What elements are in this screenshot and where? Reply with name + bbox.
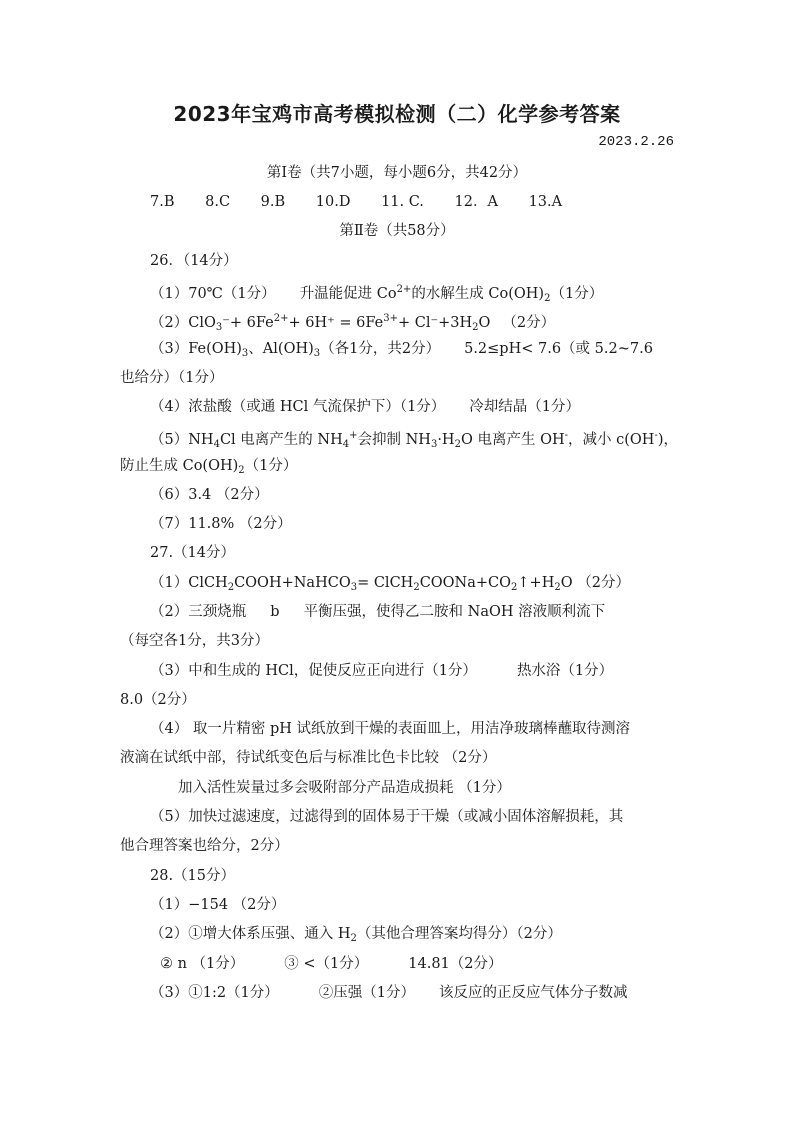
q27-line-4-cont: 液滴在试纸中部，待试纸变色后与标准比色卡比较 （2分） [120, 750, 497, 766]
q27-line-5: （5）加快过滤速度，过滤得到的固体易于干燥（或减小固体溶解损耗，其 [150, 809, 624, 825]
answer-10: 10.D [315, 194, 351, 210]
answer-12: 12．A [454, 194, 498, 210]
q26-heading: 26．（14分） [150, 253, 238, 269]
q26-line-5: $(5)NH_4Cl$ 电离产生的 $NH_4^+$会抑制 $NH_3\cdot H_2O$ 电离产生 OH-，减小 c(OH-)， [150, 430, 678, 450]
answer-11: 11. C. [381, 194, 424, 210]
q28-line-2: （2）①增大体系压强、通入 $H_2$（其他合理答案均得分）（2分） [150, 926, 562, 944]
page-title: 2023年宝鸡市高考模拟检测（二）化学参考答案 [173, 102, 621, 126]
q27-line-5-cont: 他合理答案也给分，2分） [120, 838, 289, 854]
q27-line-4-note: 加入活性炭量过多会吸附部分产品造成损耗 （1分） [178, 780, 511, 796]
answer-8: 8.C [205, 194, 231, 210]
part2-heading: 第Ⅱ卷（共58分） [339, 223, 455, 239]
part1-heading: 第Ⅰ卷（共7小题，每小题6分，共42分） [266, 165, 528, 181]
q27-line-2: （2）三颈烧瓶 b 平衡压强，使得乙二胺和 NaOH 溶液顺利流下 [150, 604, 606, 620]
q28-line-1: （1）−154 （2分） [150, 897, 286, 913]
q26-line-4: （4）浓盐酸（或通 HCl 气流保护下）（1分） 冷却结晶（1分） [150, 399, 581, 415]
answer-7: 7.B [150, 194, 175, 210]
q26-line-3: $(3)Fe(OH)_3$、$Al(OH)_3$（各1分，共2分） 5.2≤pH< 7.6（或 5.2~7.6 [150, 341, 653, 359]
q28-heading: 28.（15分） [150, 868, 236, 884]
q26-line-1: （1）70℃（1分） 升温能促进 $Co^{2+}$的水解生成 $Co(OH)_2(1$分） [150, 284, 604, 304]
q26-line-5-cont: 防止生成 $Co(OH)_2(1$分） [120, 458, 298, 476]
q27-heading: 27.（14分） [150, 545, 236, 561]
answer-13: 13.A [528, 194, 563, 210]
q27-line-3-cont: 8.0（2分） [120, 692, 196, 708]
q27-line-1: （1）ClCH$_2$COOH+NaHCO$_3$= $ClCH_2COONa+CO_2↑+H_2O$ （2分） [150, 575, 630, 593]
q26-line-7: （7）11.8% （2分） [150, 516, 292, 532]
q27-line-2-cont: （每空各1分，共3分） [120, 633, 269, 649]
q28-line-3: ② n （1分） ③ <（1分） 14.81（2分） [160, 956, 503, 972]
q26-line-3-cont: 也给分）（1分） [120, 370, 224, 386]
q26-line-6: （6）3.4 （2分） [150, 487, 269, 503]
document-date: 2023.2.26 [598, 134, 674, 150]
q27-line-4: （4） 取一片精密 pH 试纸放到干燥的表面皿上，用洁净玻璃棒蘸取待测溶 [150, 721, 630, 737]
q27-line-3: （3）中和生成的 HCl，促使反应正向进行（1分） 热水浴（1分） [150, 663, 614, 679]
q26-line-2: $(2)ClO_3^-+ 6Fe^{2+}+ 6H^+ = 6Fe^{3+}+ Cl^-+3H_2O$ （2分） [150, 313, 556, 333]
answer-9: 9.B [260, 194, 286, 210]
q28-line-4: （3）①1:2（1分） ②压强（1分） 该反应的正反应气体分子数减 [150, 985, 628, 1001]
part1-answers [150, 192, 680, 212]
